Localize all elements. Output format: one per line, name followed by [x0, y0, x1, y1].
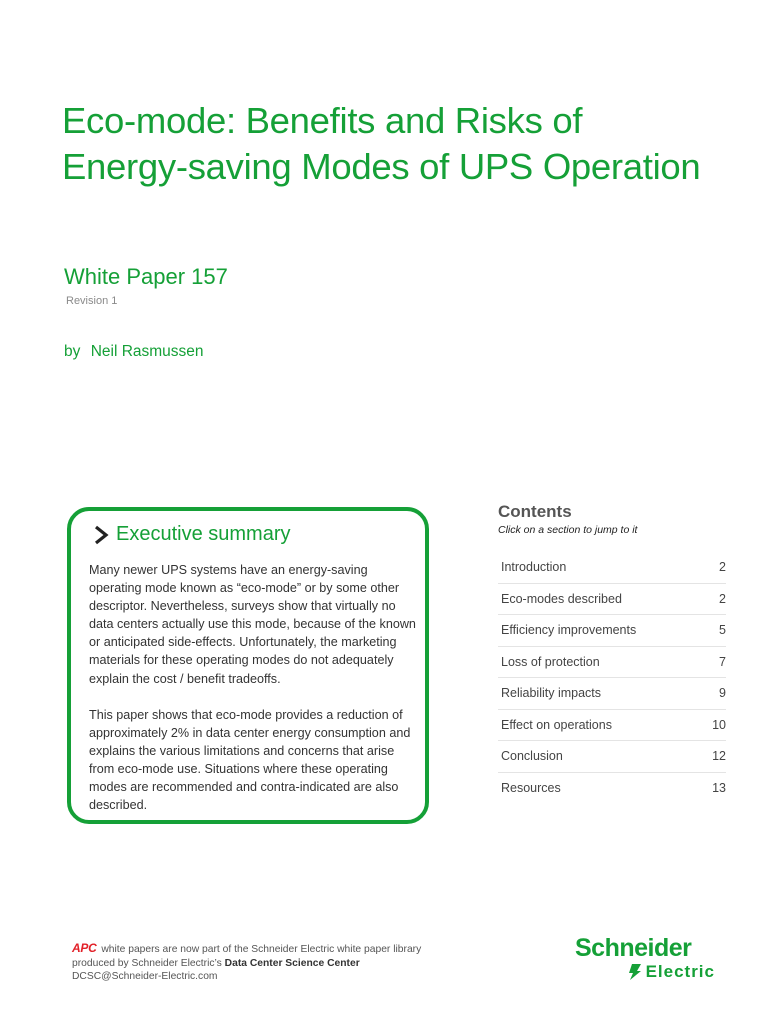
toc-item-page: 9: [719, 686, 726, 701]
schneider-electric-mark-icon: [626, 963, 644, 981]
revision-label: Revision 1: [66, 295, 118, 307]
executive-summary-text: [89, 561, 419, 832]
toc-item-conclusion[interactable]: [498, 740, 726, 772]
toc-item-label: Conclusion: [501, 749, 563, 764]
toc-item-page: 10: [712, 717, 726, 732]
contents-heading: Contents: [498, 502, 572, 521]
chevron-right-icon: [92, 525, 110, 545]
toc-item-label: Effect on operations: [501, 717, 612, 732]
toc-item-page: 13: [712, 780, 726, 795]
toc-item-effect-on-operations[interactable]: [498, 709, 726, 741]
toc-item-page: 2: [719, 560, 726, 575]
toc-item-label: Introduction: [501, 560, 567, 575]
footer-line-1: [72, 942, 421, 957]
document-subtitle: White Paper 157: [64, 264, 228, 289]
summary-paragraph: This paper shows that eco-mode provides a reduction of approximately 2% in data center energy consumption and explains the various limitations and concerns that arise from eco-mode use. Situations where these operating modes are recommended and contra-indicated are also described.: [89, 707, 411, 813]
toc-item-page: 5: [719, 623, 726, 638]
footer-dcsc-name: Data Center Science Center: [224, 957, 360, 969]
logo-bottom-row: [575, 962, 715, 982]
executive-summary-box: [67, 507, 429, 824]
toc-item-label: Loss of protection: [501, 654, 600, 669]
apc-logo: APC: [72, 941, 97, 955]
logo-wordmark-bottom: Electric: [645, 962, 715, 981]
author-name: Neil Rasmussen: [90, 343, 204, 360]
toc-item-reliability-impacts[interactable]: [498, 677, 726, 709]
toc-item-eco-modes-described[interactable]: [498, 583, 726, 615]
executive-summary-heading: Executive summary: [116, 523, 291, 545]
footer-email[interactable]: DCSC@Schneider-Electric.com: [72, 971, 218, 982]
toc-item-page: 7: [719, 654, 726, 669]
executive-summary-header: [92, 523, 291, 546]
toc-item-label: Resources: [501, 780, 561, 795]
toc-list: [498, 552, 726, 803]
footer-produced-by: produced by Schneider Electric’s: [72, 957, 222, 969]
toc-item-label: Reliability impacts: [501, 686, 602, 701]
schneider-electric-logo: [575, 935, 715, 983]
footer-library-text: white papers are now part of the Schneider Electric white paper library: [101, 944, 422, 955]
table-of-contents: [498, 502, 726, 803]
by-label: by: [64, 343, 81, 360]
footer-note: [72, 942, 421, 984]
footer-line-2: [72, 957, 421, 971]
toc-item-label: Eco-modes described: [501, 591, 622, 606]
byline: [64, 343, 204, 361]
toc-item-page: 2: [719, 591, 726, 606]
summary-paragraph: Many newer UPS systems have an energy-saving operating mode known as “eco-mode” or by some other descriptor. Nevertheless, surveys show that virtually no data centers actually use this mode, because of the known or anticipated side-effects. Unfortunately, the marketing materials for these operating modes do not adequately explain the cost / benefit tradeoffs.: [89, 563, 416, 686]
toc-item-label: Efficiency improvements: [501, 623, 637, 638]
toc-item-introduction[interactable]: [498, 552, 726, 583]
toc-item-page: 12: [712, 749, 726, 764]
toc-item-loss-of-protection[interactable]: [498, 646, 726, 678]
logo-wordmark-top: Schneider: [575, 934, 692, 962]
toc-item-resources[interactable]: [498, 772, 726, 804]
contents-hint: Click on a section to jump to it: [498, 524, 638, 536]
document-title: Eco-mode: Benefits and Risks of Energy-saving Modes of UPS Operation: [62, 100, 701, 187]
toc-item-efficiency-improvements[interactable]: [498, 614, 726, 646]
